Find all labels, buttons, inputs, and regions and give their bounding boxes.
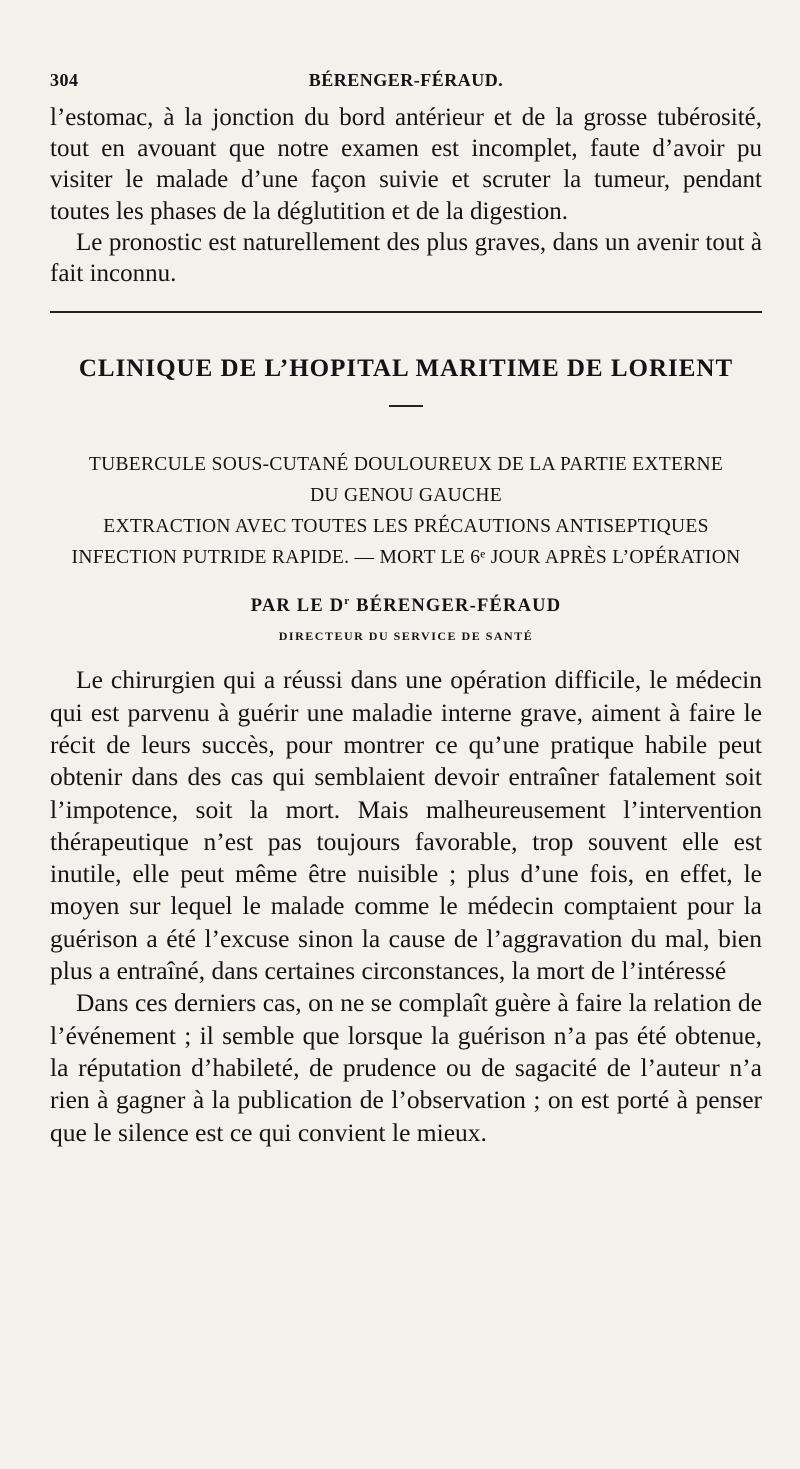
article-body: [50, 664, 762, 1148]
running-header: [50, 70, 762, 102]
title-divider: [389, 405, 423, 407]
running-author: BÉRENGER-FÉRAUD.: [308, 70, 504, 90]
byline-superscript: r: [344, 595, 351, 608]
section-title: CLINIQUE DE L’HOPITAL MARITIME DE LORIENT: [78, 355, 734, 383]
subtitle-line: INFECTION PUTRIDE RAPIDE. — MORT LE 6ᵉ JOUR APRÈS L’OPÉRATION: [71, 547, 741, 569]
author-affiliation: DIRECTEUR DU SERVICE DE SANTÉ: [278, 629, 534, 644]
section-divider: [50, 311, 762, 313]
paragraph: Le pronostic est naturellement des plus graves, dans un avenir tout à fait inconnu.: [50, 228, 762, 288]
subtitle-line: EXTRACTION AVEC TOUTES LES PRÉCAUTIONS ANTISEPTIQUES: [103, 516, 709, 538]
author-name: BÉRENGER-FÉRAUD: [350, 596, 562, 617]
article-subtitle: [50, 449, 762, 573]
previous-article-end: [50, 102, 762, 289]
subtitle-line: TUBERCULE SOUS-CUTANÉ DOULOUREUX DE LA PARTIE EXTERNE: [88, 454, 724, 476]
page-number: 304: [50, 70, 79, 90]
byline-prefix: PAR LE D: [250, 596, 345, 617]
page: [50, 70, 762, 1149]
author-byline: [50, 595, 762, 617]
subtitle-line: DU GENOU GAUCHE: [310, 485, 502, 507]
paragraph: Dans ces derniers cas, on ne se complaît guère à faire la relation de l’événement ; il semble que lorsque la guérison n’a pas été obtenue, la réputation d’habileté, de prudence ou de sagacité de l’auteur n’a rien à gagner à la publication de l’observation ; on est porté à penser que le silence est ce qui convient le mieux.: [50, 988, 762, 1147]
paragraph: l’estomac, à la jonction du bord antérieur et de la grosse tubérosité, tout en avouant que notre examen est incomplet, faute d’avoir pu visiter le malade d’une façon suivie et scruter la tumeur, pendant toutes les phases de la déglutition et de la digestion.: [50, 104, 762, 225]
paragraph: Le chirurgien qui a réussi dans une opération difficile, le médecin qui est parvenu à guérir une maladie interne grave, aiment à faire le récit de leurs succès, pour montrer ce qu’une pratique habile peut obtenir dans des cas qui semblaient devoir entraîner fatalement soit l’impotence, soit la mort. Mais malheureusement l’intervention thérapeutique n’est pas toujours favorable, trop souvent elle est inutile, elle peut même être nuisible ; plus d’une fois, en effet, le moyen sur lequel le malade comme le médecin comptaient pour la guérison a été l’excuse sinon la cause de l’aggravation du mal, bien plus a entraîné, dans certaines circonstances, la mort de l’intéressé: [50, 665, 762, 986]
